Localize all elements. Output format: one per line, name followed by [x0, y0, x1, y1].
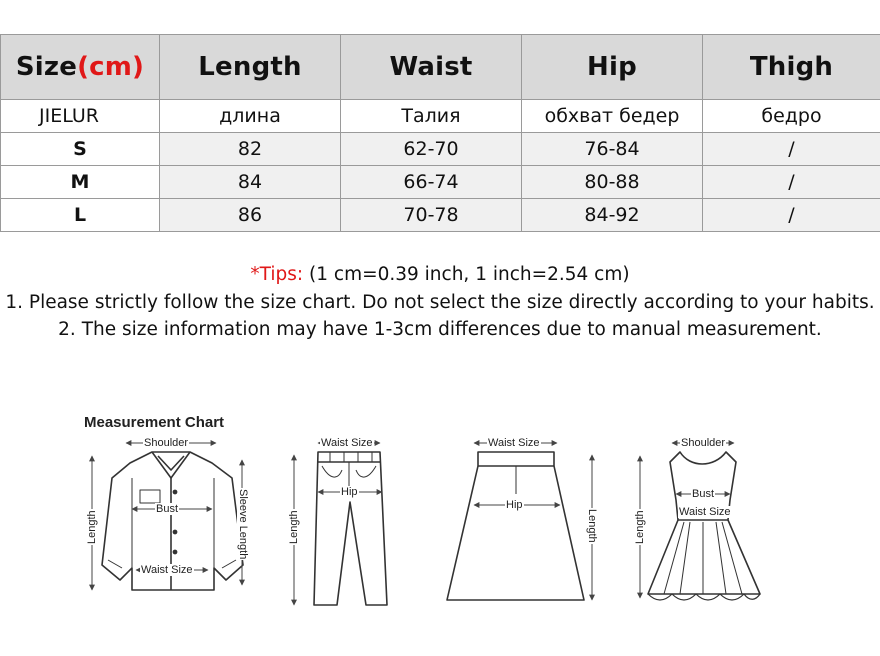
- size-table: [0, 34, 880, 232]
- shirt-sleeve-label: Sleeve Length: [237, 489, 249, 560]
- subheader-waist: Талия: [341, 100, 522, 133]
- tips-line-2: 2. The size information may have 1-3cm differences due to manual measurement.: [58, 319, 822, 340]
- pants-length-label: Length: [288, 510, 300, 544]
- measurement-chart-title: Measurement Chart: [84, 414, 225, 431]
- header-size: [1, 35, 160, 100]
- table-cell: /: [703, 133, 880, 166]
- table-subheader-row: [1, 100, 880, 133]
- pants-waist-label: Waist Size: [321, 437, 373, 449]
- subheader-hip: обхват бедер: [522, 100, 703, 133]
- table-cell: 80-88: [522, 166, 703, 199]
- table-cell: 86: [160, 199, 341, 232]
- size-label: L: [1, 199, 160, 232]
- table-cell: 84: [160, 166, 341, 199]
- shirt-length-label: Length: [86, 510, 98, 544]
- skirt-hip-label: Hip: [506, 499, 523, 511]
- tips-conversion: [0, 264, 880, 285]
- header-hip: Hip: [522, 35, 703, 100]
- tips-line-1: 1. Please strictly follow the size chart. Do not select the size directly according to your habits.: [5, 292, 875, 313]
- table-cell: 82: [160, 133, 341, 166]
- table-row: [1, 199, 880, 232]
- skirt-waist-label: Waist Size: [488, 437, 540, 449]
- subheader-thigh: бедро: [703, 100, 880, 133]
- table-cell: 76-84: [522, 133, 703, 166]
- dress-length-label: Length: [634, 510, 646, 544]
- table-cell: 66-74: [341, 166, 522, 199]
- size-label: S: [1, 133, 160, 166]
- dress-bust-label: Bust: [692, 488, 715, 500]
- subheader-length: длина: [160, 100, 341, 133]
- header-size-unit: (cm): [77, 52, 145, 82]
- skirt-drawing: [447, 452, 584, 600]
- size-label: M: [1, 166, 160, 199]
- dress-shoulder-label: Shoulder: [681, 437, 726, 449]
- brand-name: JIELUR: [1, 100, 160, 133]
- table-row: [1, 133, 880, 166]
- shirt-bust-label: Bust: [156, 503, 179, 515]
- table-cell: /: [703, 199, 880, 232]
- header-waist: Waist: [341, 35, 522, 100]
- table-cell: /: [703, 166, 880, 199]
- header-length: Length: [160, 35, 341, 100]
- shirt-waist-label: Waist Size: [141, 564, 193, 576]
- tips-label: *Tips:: [250, 264, 304, 285]
- table-header-row: [1, 35, 880, 100]
- dress-waist-label: Waist Size: [679, 506, 731, 518]
- shirt-shoulder-label: Shoulder: [144, 437, 189, 449]
- pants-hip-label: Hip: [341, 486, 358, 498]
- header-thigh: Thigh: [703, 35, 880, 100]
- table-cell: 70-78: [341, 199, 522, 232]
- table-cell: 62-70: [341, 133, 522, 166]
- table-row: [1, 166, 880, 199]
- header-size-label: Size: [15, 52, 78, 82]
- table-cell: 84-92: [522, 199, 703, 232]
- skirt-length-label: Length: [586, 509, 598, 543]
- pants-drawing: [314, 452, 387, 605]
- measurement-illustration: [0, 400, 880, 656]
- tips-conversion-text: (1 cm=0.39 inch, 1 inch=2.54 cm): [303, 264, 630, 285]
- dress-drawing: [648, 452, 760, 600]
